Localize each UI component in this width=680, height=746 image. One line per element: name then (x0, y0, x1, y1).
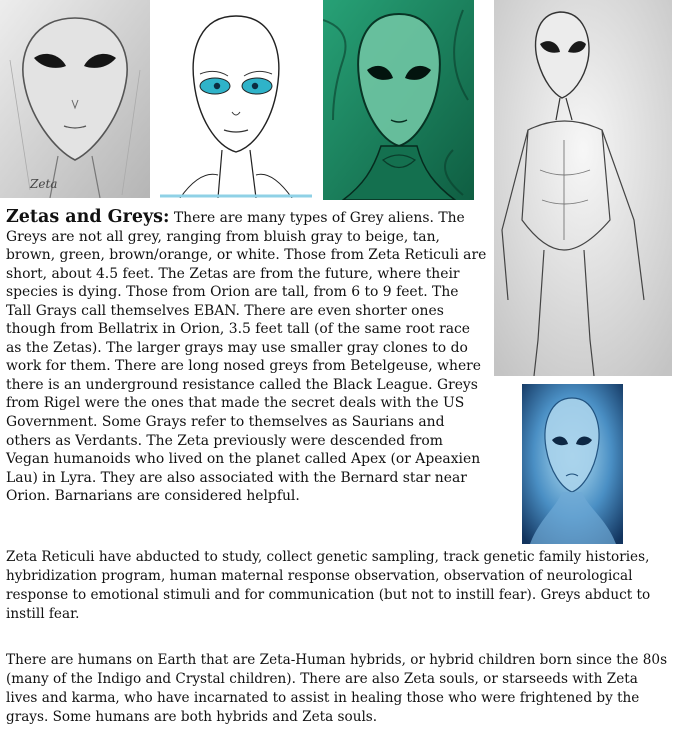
alien-portrait-blue-eyes (160, 0, 312, 198)
article-intro-paragraph (6, 208, 488, 506)
alien-portrait-green (323, 0, 474, 200)
alien-full-body-sketch (494, 0, 672, 376)
alien-portrait-sketch-grey (0, 0, 150, 198)
article-heading: Zetas and Greys: (6, 207, 170, 227)
alien-portrait-blue-glow (522, 384, 623, 544)
abduction-paragraph: Zeta Reticuli have abducted to study, collect genetic sampling, track genetic family histories, hybridization program, human maternal response observation, observation of neurological response to emotional stimuli and for communication (but not to instill fear). Greys abduct to instill fear. (6, 549, 651, 622)
article-intro-text: There are many types of Grey aliens. The Greys are not all grey, ranging from bluish gray to beige, tan, brown, green, brown/orange, or white. Those from Zeta Reticuli are short, about 4.5 feet. The Zetas are from the future, where their species is dying. Those from Orion are tall, from 6 to 9 feet. The Tall Grays call themselves EBAN. There are even shorter ones though from Bellatrix in Orion, 3.5 feet tall (of the same root race as the Zetas). The larger grays may use smaller gray clones to do work for them. There are long nosed greys from Betelgeuse, where there is an underground resistance called the Black League. Greys from Rigel were the ones that made the secret deals with the US Government. Some Grays refer to themselves as Saurians and others as Verdants. The Zeta previously were descended from Vegan humanoids who lived on the planet called Apex (or Apeaxien Lau) in Lyra. They are also associated with the Bernard star near Orion. Barnarians are considered helpful. (6, 210, 487, 505)
zeta-caption: Zeta (30, 177, 58, 191)
hybrids-paragraph: There are humans on Earth that are Zeta-Human hybrids, or hybrid children born since the 80s (many of the Indigo and Crystal children). There are also Zeta souls, or starseeds with Zeta lives and karma, who have incarnated to assist in healing those who were frightened by the grays. Some humans are both hybrids and Zeta souls. (6, 652, 668, 725)
